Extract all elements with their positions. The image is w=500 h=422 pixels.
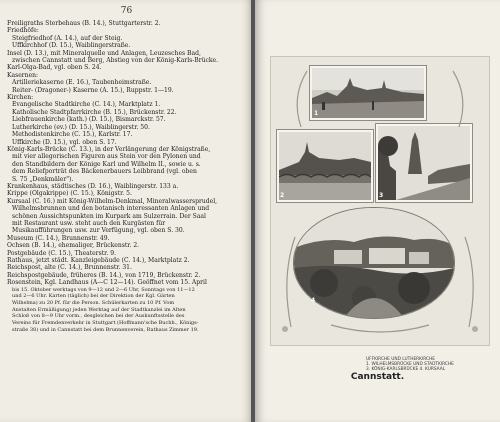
text-line: Reiter- (Dragoner-) Kaserne (A. 15.), Ruppstr. 1—19. [12,86,174,94]
text-line: Kirchen: [7,94,34,102]
text-line: Schloß von 8—9 Uhr vorm., desgleichen bei der Auskunftsstelle des [12,313,185,320]
caption-line: UFFKIRCHE UND LUTHERKIRCHE [366,357,435,362]
text-line: Uffkirchhof (D. 15.), Waiblingerstraße. [12,42,131,50]
text-line: Artilleriekaserne (E. 16.), Taubenheimstraße. [12,79,152,87]
text-line: Kasernen: [7,71,39,79]
text-line: Musikaufführungen usw. zur Verfügung, vgl. oben S. 30. [12,227,185,235]
text-line: Friedhöfe: [7,27,39,35]
art-nouveau-ornament [271,57,489,345]
text-line: Karl-Olga-Bad, vgl. oben S. 24. [7,64,102,72]
photo-caption [366,357,476,372]
text-line: dem Reliefporträt des Bäckenerbauers Leibbrand (vgl. oben [12,168,197,176]
photo-number-2: 2 [280,192,285,199]
caption-line: 3. KÖNIG-KARLSBRÜCKE 4. KURSAAL [366,367,446,372]
text-line: Anstalten Ermäßigung) jeden Werktag auf der Stadtkanzlei im Alten [12,306,186,313]
text-line: Ochsen (B. 14.), ehemaliger, Brückenstr. 2. [7,242,140,250]
text-line: Evangelische Stadtkirche (C. 14.), Marktplatz 1. [12,101,161,109]
text-line: und 2—6 Uhr. Karten (täglich) bei der Direktion der Kgl. Gärten [12,293,175,300]
photo-plate [270,56,490,372]
text-line: Freiligraths Sterbehaus (B. 14.), Stuttgarterstr. 2. [7,20,161,27]
text-line: zwischen Cannstatt und Berg, Abstieg von der König-Karls-Brücke. [12,57,219,65]
text-line: Wilhelma) zu 20 Pf. für die Person. Schülerkarten zu 10 Pf. Vom [12,300,175,307]
text-line: Methodistenkirche (C. 15.), Karlstr. 17. [12,131,133,139]
text-line: Reichspostgebäude, früheres (B. 14.), von 1719, Brückenstr. 2. [7,271,201,279]
text-line: Katholische Stadtpfarrkirche (B. 15.), Brückenstr. 22. [12,108,177,116]
text-line: Reichspost, alte (C. 14.), Brunnenstr. 31. [7,264,132,272]
plate-title: Cannstatt. [350,372,405,382]
text-line: Steigfriedhof (A. 14.), auf der Steig. [12,34,123,42]
text-line: Krankenhaus, städtisches (D. 16.), Waiblingerstr. 133 a. [7,182,179,190]
text-line: Wilhelmsbrunnen und den botanisch interessanten Anlagen und [12,205,210,213]
text-line: Rosenstein, Kgl. Landhaus (A—C 12—14). Geöffnet vom 15. April [7,279,207,287]
text-line: straße 38) und in Cannstatt bei dem Brunnenverein, Rathaus Zimmer 19. [12,326,199,333]
text-line: Uffkirche (D. 15.), vgl. oben S. 17. [12,138,117,146]
text-line: Postgebäude (C. 15.), Theaterstr. 9. [7,249,117,257]
text-line: Insel (D. 13.), mit Mineralquelle und Anlagen, Leuzesches Bad, [7,49,201,57]
text-line: Lutherkirche (ev.) (D. 15.), Waiblingerstr. 50. [12,123,150,131]
photo-number-4: 4 [311,297,316,304]
text-line: den Standbildern der Könige Karl und Wilhelm II., sowie u. s. [12,160,201,168]
text-line: Vereins für Fremdenverkehr in Stuttgart (Hoffmann'sche Buchh., Königs- [12,320,199,327]
text-line: Liebfrauenkirche (kath.) (D. 15.), Bismarckstr. 57. [12,116,166,124]
text-line: Rathaus, jetzt städt. Kanzleigebäude (C. 14.), Marktplatz 2. [7,257,190,264]
text-line: S. 75 „Denkmäler"). [12,175,74,183]
text-line: Museum (C. 14.), Brunnenstr. 49. [7,234,110,242]
caption-line: 1. WILHELMSBRÜCKE UND STADTKIRCHE [366,362,454,367]
text-line: mit vier allegorischen Figuren aus Stein vor den Pylonen und [12,153,201,161]
text-line: Kursaal (C. 16.) mit König-Wilhelm-Denkmal, Mineralwassersprudel, [7,197,218,205]
text-column [7,20,247,334]
photo-number-3: 3 [379,192,384,199]
text-line: Krippe (Olgakrippe) (C. 15.), Königstr. 5. [7,190,132,198]
photo-number-1: 1 [314,110,319,117]
text-line: bis 15. Oktober werktags von 9—12 und 2—6 Uhr, Sonntags von 11—12 [12,286,195,293]
text-line: mit Restaurant usw. steht auch den Kurgästen für [12,219,166,227]
page-number: 76 [120,6,133,16]
text-line: schönen Aussichtspunkten im Kurpark am Sulzerrain. Der Saal [12,212,206,220]
text-line: König-Karls-Brücke (C. 13.), in der Verlängerung der Königstraße, [7,145,211,153]
right-page [255,0,500,422]
